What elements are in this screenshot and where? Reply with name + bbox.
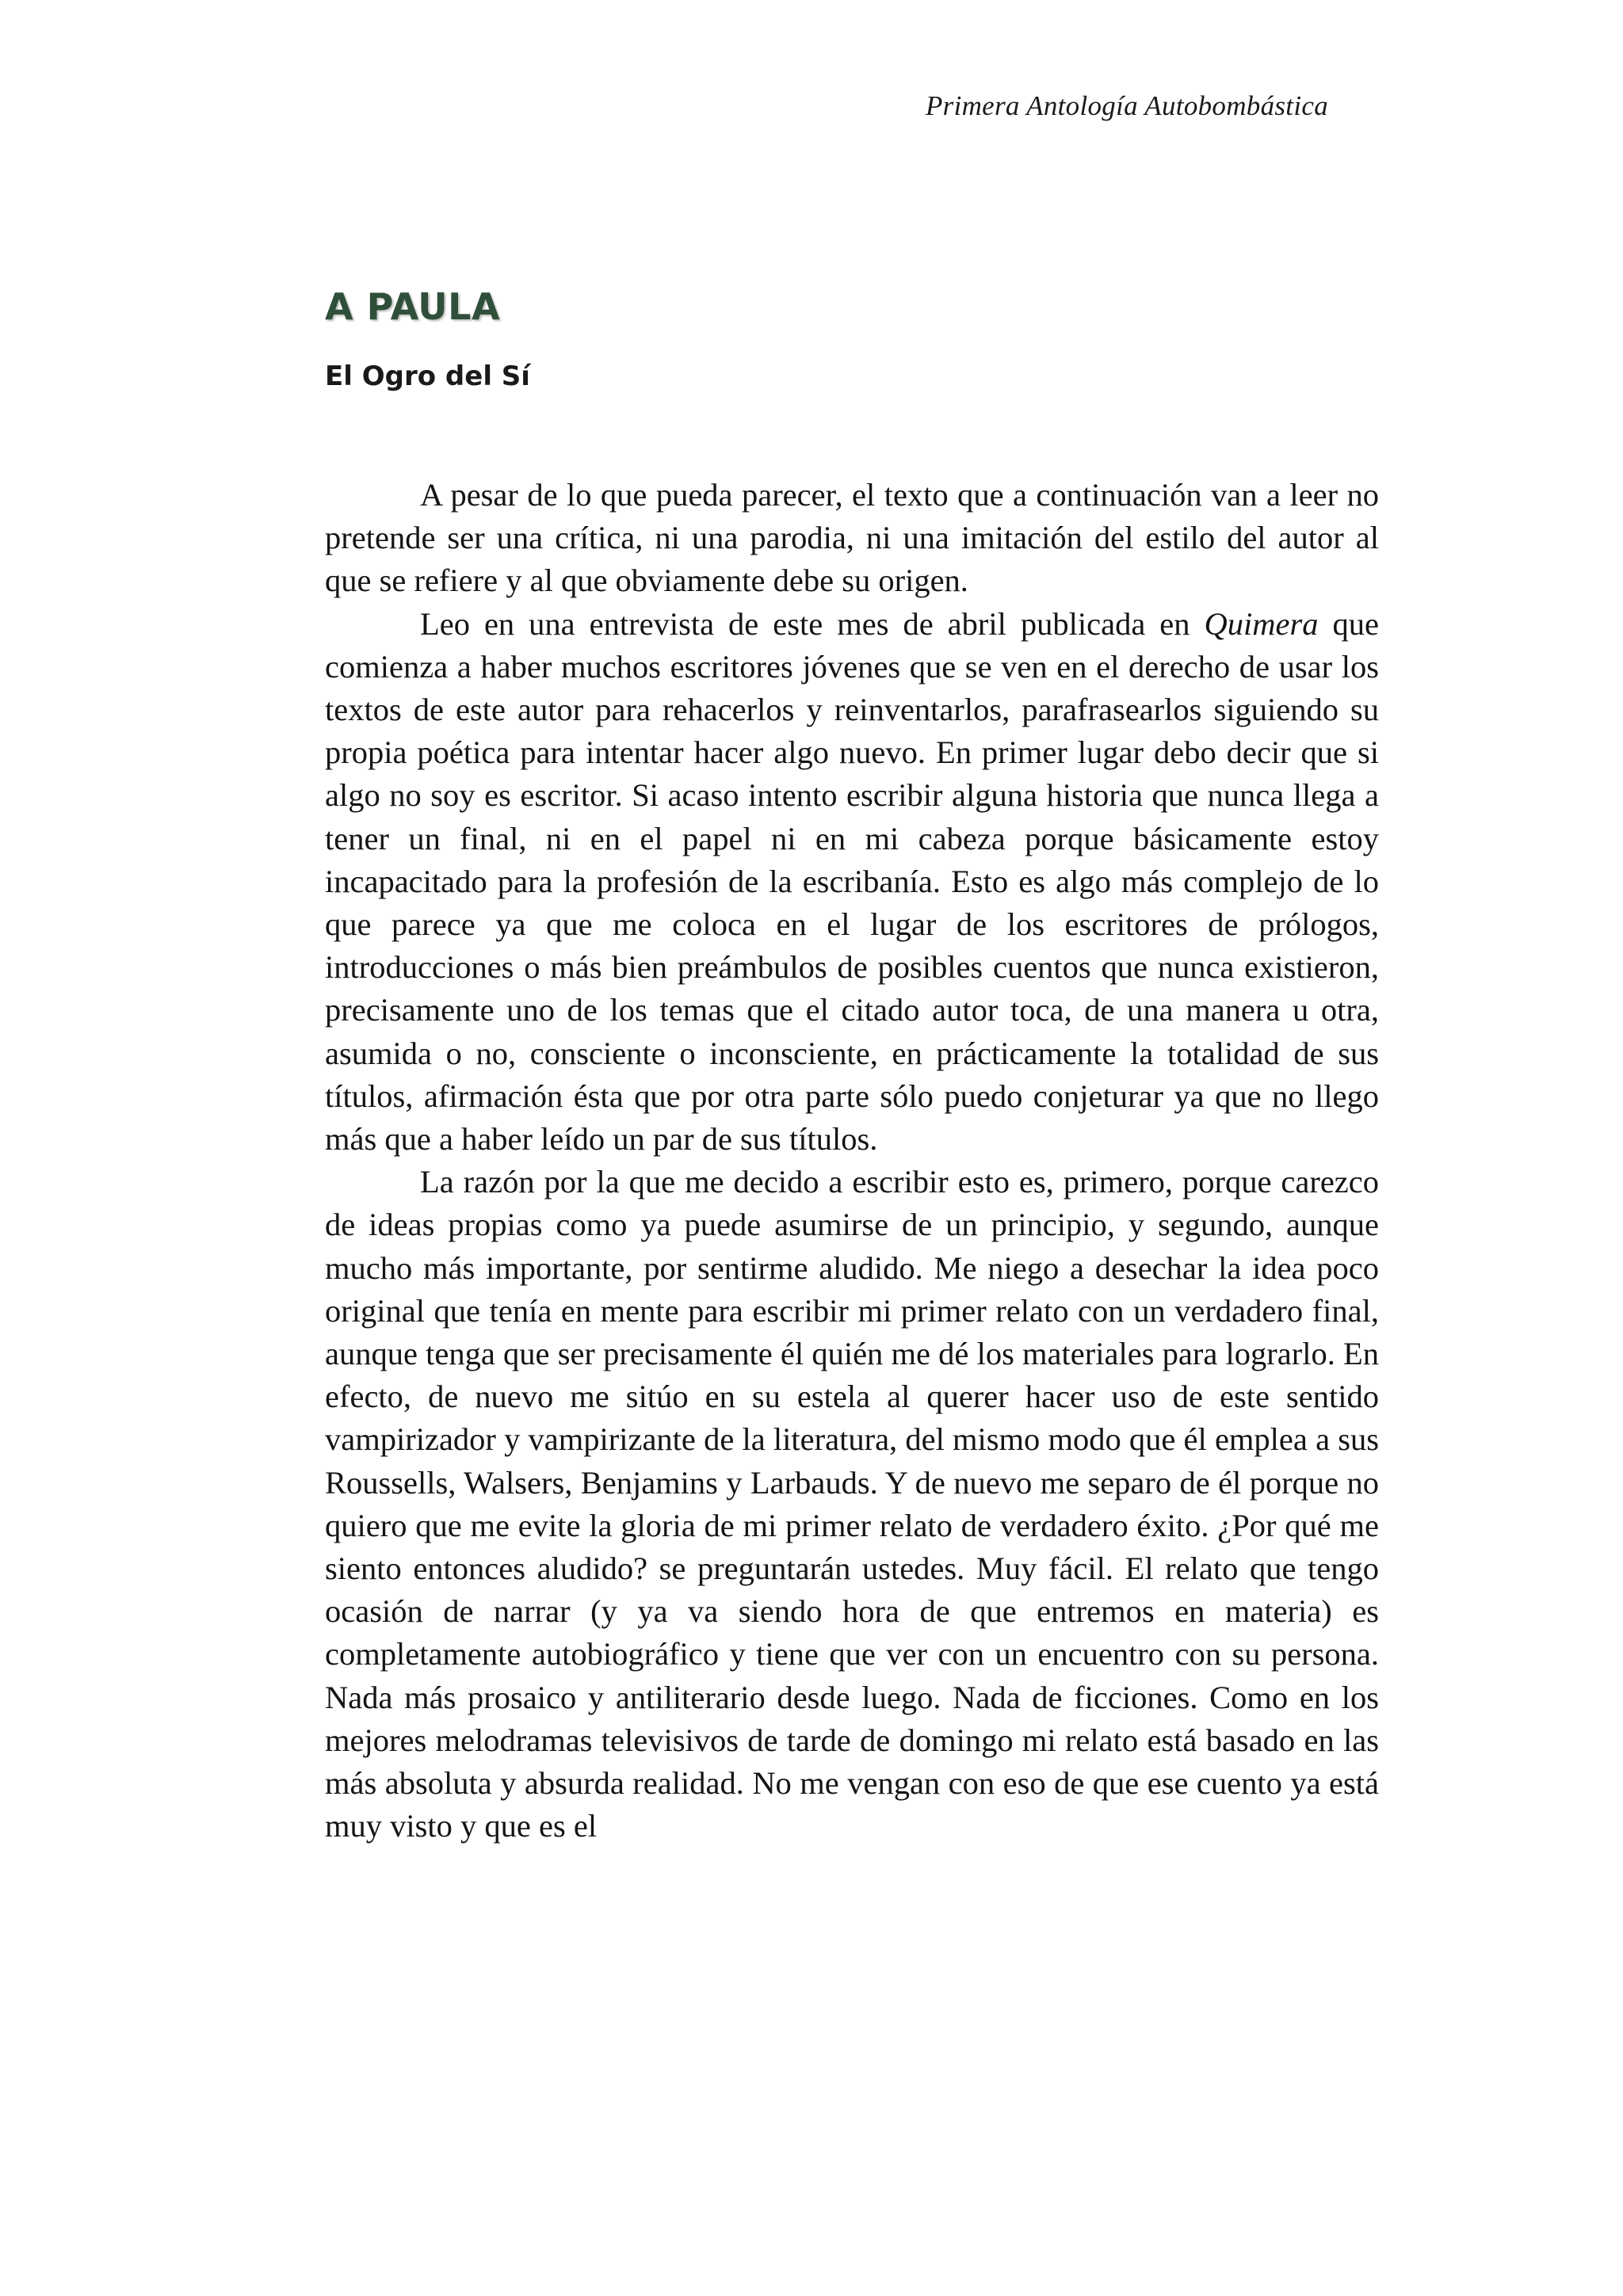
body-text	[325, 474, 1379, 1848]
paragraph-2-lead: Leo en una entrevista de este mes de abril publicada en	[420, 605, 1205, 642]
magazine-name: Quimera	[1204, 605, 1319, 642]
story-author: El Ogro del Sí	[325, 360, 530, 392]
running-header: Primera Antología Autobombástica	[925, 90, 1328, 121]
paragraph-2	[325, 603, 1379, 1161]
paragraph-2-rest: que comienza a haber muchos escritores jóvenes que se ven en el derecho de usar los textos de este autor para rehacerlos y reinventarlos, parafrasearlos siguiendo su propia poética para intentar hacer algo nuevo. En primer lugar debo decir que si algo no soy es escritor. Si acaso intento escribir alguna historia que nunca llega a tener un final, ni en el papel ni en mi cabeza porque básicamente estoy incapacitado para la profesión de la escribanía. Esto es algo más complejo de lo que parece ya que me coloca en el lugar de los escritores de prólogos, introducciones o más bien preámbulos de posibles cuentos que nunca existieron, precisamente uno de los temas que el citado autor toca, de una manera u otra, asumida o no, consciente o inconsciente, en prácticamente la totalidad de sus títulos, afirmación ésta que por otra parte sólo puedo conjeturar ya que no llego más que a haber leído un par de sus títulos.	[325, 605, 1379, 1158]
paragraph-3: La razón por la que me decido a escribir esto es, primero, porque carezco de ideas propias como ya puede asumirse de un principio, y segundo, aunque mucho más importante, por sentirme aludido. Me niego a desechar la idea poco original que tenía en mente para escribir mi primer relato con un verdadero final, aunque tenga que ser precisamente él quién me dé los materiales para lograrlo. En efecto, de nuevo me sitúo en su estela al querer hacer uso de este sentido vampirizador y vampirizante de la literatura, del mismo modo que él emplea a sus Roussells, Walsers, Benjamins y Larbauds. Y de nuevo me separo de él porque no quiero que me evite la gloria de mi primer relato de verdadero éxito. ¿Por qué me siento entonces aludido? se preguntarán ustedes. Muy fácil. El relato que tengo ocasión de narrar (y ya va siendo hora de que entremos en materia) es completamente autobiográfico y tiene que ver con un encuentro con su persona. Nada más prosaico y antiliterario desde luego. Nada de ficciones. Como en los mejores melodramas televisivos de tarde de domingo mi relato está basado en las más absoluta y absurda realidad. No me vengan con eso de que ese cuento ya está muy visto y que es el	[325, 1164, 1379, 1844]
story-title: A PAULA	[325, 285, 501, 328]
paragraph-1: A pesar de lo que pueda parecer, el texto que a continuación van a leer no pretende ser una crítica, ni una parodia, ni una imitación del estilo del autor al que se refiere y al que obviamente debe su origen.	[325, 477, 1379, 599]
